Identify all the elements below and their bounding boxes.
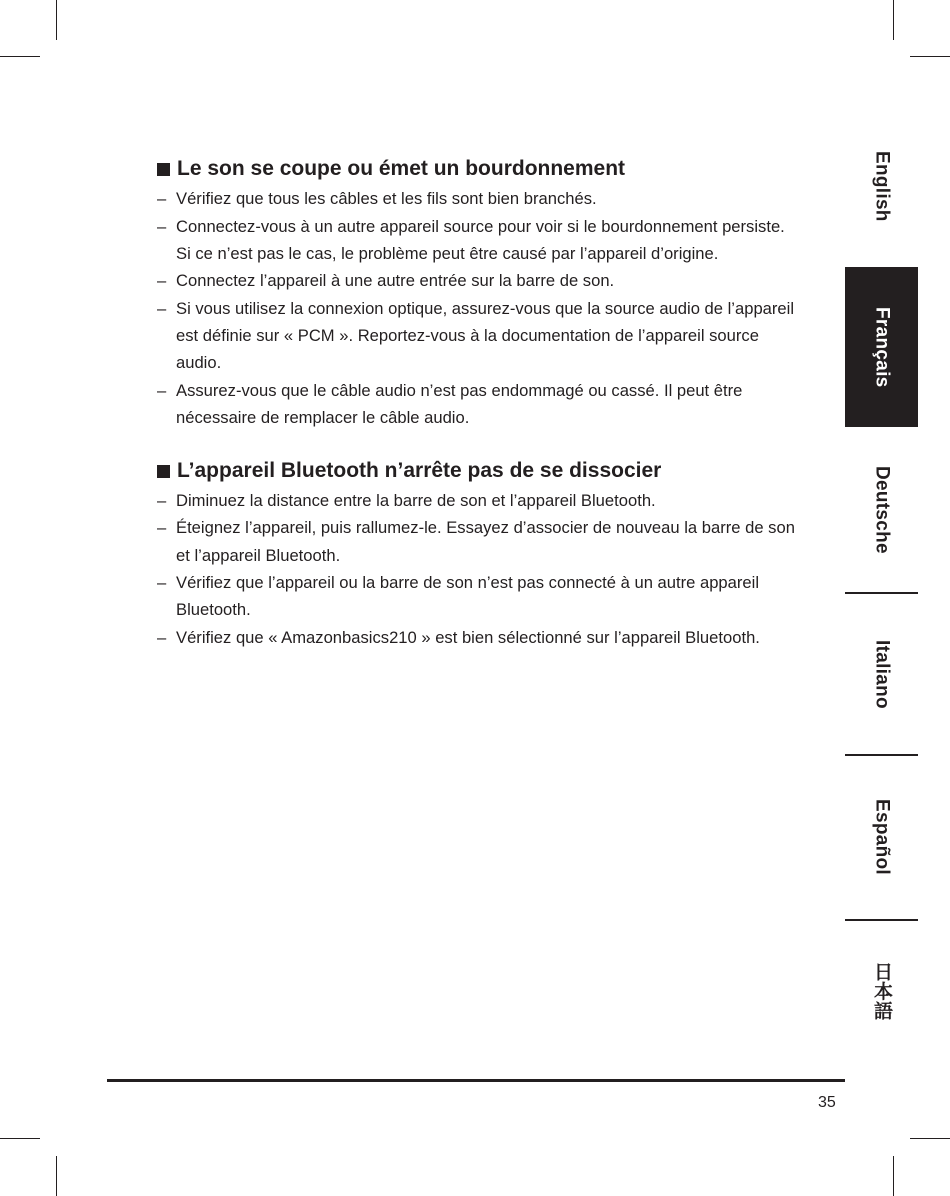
dash-bullet-icon: – [157,189,167,209]
crop-mark [56,1156,57,1196]
list-item: – Si vous utilisez la connexion optique, assurez-vous que la source audio de l’appareil est définie sur « PCM ». Reportez-vous à la documentation de l’appareil source audio. [157,295,797,377]
list-item: – Assurez-vous que le câble audio n’est pas endommagé ou cassé. Il peut être nécessaire de remplacer le câble audio. [157,377,797,432]
section-heading [157,155,797,183]
language-tabs [845,105,918,1060]
dash-bullet-icon: – [157,491,167,511]
tab-english[interactable] [845,105,918,267]
list-item: – Vérifiez que l’appareil ou la barre de son n’est pas connecté à un autre appareil Bluetooth. [157,569,797,624]
dash-bullet-icon: – [157,380,167,400]
crop-mark [910,1138,950,1139]
crop-mark [0,1138,40,1139]
dash-bullet-icon: – [157,216,167,236]
tab-label: Italiano [871,639,893,709]
section-bluetooth-disconnect [157,457,797,651]
section-heading-text: L’appareil Bluetooth n’arrête pas de se dissocier [177,459,662,483]
tab-deutsche[interactable] [845,427,918,592]
crop-mark [56,0,57,40]
tab-label: Español [871,799,893,876]
dash-bullet-icon: – [157,627,167,647]
list-item: – Connectez l’appareil à une autre entrée sur la barre de son. [157,267,797,294]
crop-mark [893,0,894,40]
tab-label: Français [871,306,893,388]
tab-francais[interactable] [845,267,918,427]
square-bullet-icon [157,465,170,478]
tab-label: English [871,150,893,222]
crop-mark [910,56,950,57]
dash-bullet-icon: – [157,271,167,291]
tab-label: Deutsche [871,465,893,554]
crop-mark [0,56,40,57]
dash-bullet-icon: – [157,518,167,538]
tab-italiano[interactable] [845,594,918,754]
list-item: – Vérifiez que tous les câbles et les fils sont bien branchés. [157,185,797,212]
dash-bullet-icon: – [157,572,167,592]
bullet-list [157,487,797,651]
section-heading [157,457,797,485]
footer-rule [107,1079,845,1082]
list-item: – Éteignez l’appareil, puis rallumez-le. Essayez d’associer de nouveau la barre de son et l’appareil Bluetooth. [157,514,797,569]
crop-mark [893,1156,894,1196]
tab-label: 日本語 [871,961,892,1020]
bullet-list [157,185,797,431]
tab-espanol[interactable] [845,756,918,919]
tab-japanese[interactable] [845,921,918,1060]
page-number: 35 [818,1094,836,1111]
section-audio-buzzing [157,155,797,431]
troubleshooting-content [157,138,797,677]
list-item: – Vérifiez que « Amazonbasics210 » est bien sélectionné sur l’appareil Bluetooth. [157,624,797,651]
section-heading-text: Le son se coupe ou émet un bourdonnement [177,157,626,181]
list-item: – Connectez-vous à un autre appareil source pour voir si le bourdonnement persiste. Si ce n’est pas le cas, le problème peut être causé par l’appareil d’origine. [157,213,797,268]
dash-bullet-icon: – [157,298,167,318]
square-bullet-icon [157,163,170,176]
list-item: – Diminuez la distance entre la barre de son et l’appareil Bluetooth. [157,487,797,514]
